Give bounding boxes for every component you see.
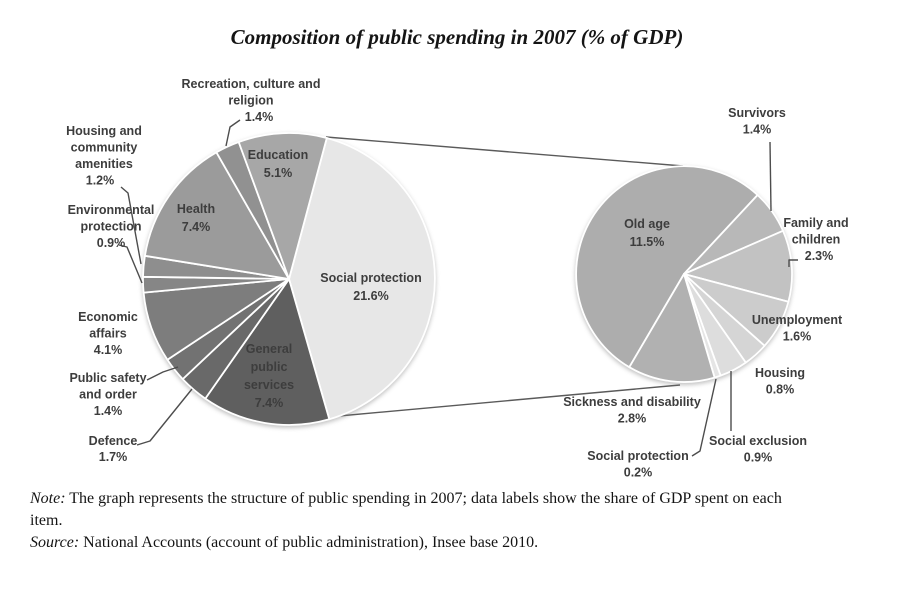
slice-label-general-public-services: General public services 7.4%	[243, 342, 295, 410]
slice-label-education: Education 5.1%	[247, 148, 309, 180]
slice-label-family-and-children: Family and children 2.3%	[783, 216, 849, 263]
slice-label-defence: Defence 1.7%	[88, 434, 138, 464]
slice-label-health: Health 7.4%	[176, 202, 216, 234]
slice-label-unemployment: Unemployment 1.6%	[751, 313, 843, 344]
leader-line-defence	[137, 389, 192, 445]
leader-line-public-safety-and-order	[147, 367, 178, 380]
slice-label-survivors: Survivors 1.4%	[728, 106, 786, 137]
leader-line-survivors	[770, 142, 771, 211]
chart-notes	[30, 488, 800, 554]
slice-label-social-protection: Social protection 21.6%	[320, 271, 422, 303]
slice-label-social-protection-other: Social protection 0.2%	[587, 449, 689, 480]
chart-title: Composition of public spending in 2007 (% of GDP)	[230, 25, 684, 49]
note-label: Note:	[30, 490, 66, 507]
slice-label-housing: Housing 0.8%	[755, 366, 805, 397]
slice-label-recreation-culture-and-religion: Recreation, culture and religion 1.4%	[181, 77, 321, 124]
note-text: The graph represents the structure of public spending in 2007; data labels show the share of GDP spent on each item.	[30, 490, 782, 529]
slice-label-sickness-and-disability: Sickness and disability 2.8%	[563, 395, 701, 426]
slice-label-social-exclusion: Social exclusion 0.9%	[709, 434, 807, 465]
connector-line-top	[326, 137, 683, 166]
note-paragraph	[30, 488, 800, 532]
source-text: National Accounts (account of public administration), Insee base 2010.	[83, 534, 539, 551]
slice-label-housing-and-community-amenities: Housing and community amenities 1.2%	[66, 124, 142, 188]
secondary-pie	[576, 166, 792, 382]
slice-label-economic-affairs: Economic affairs 4.1%	[78, 310, 138, 357]
slice-label-public-safety-and-order: Public safety and order 1.4%	[69, 371, 147, 418]
source-label: Source:	[30, 534, 80, 551]
slice-label-old-age: Old age 11.5%	[624, 217, 670, 249]
slice-label-environmental-protection: Environmental protection 0.9%	[67, 203, 155, 250]
source-paragraph	[30, 532, 800, 554]
